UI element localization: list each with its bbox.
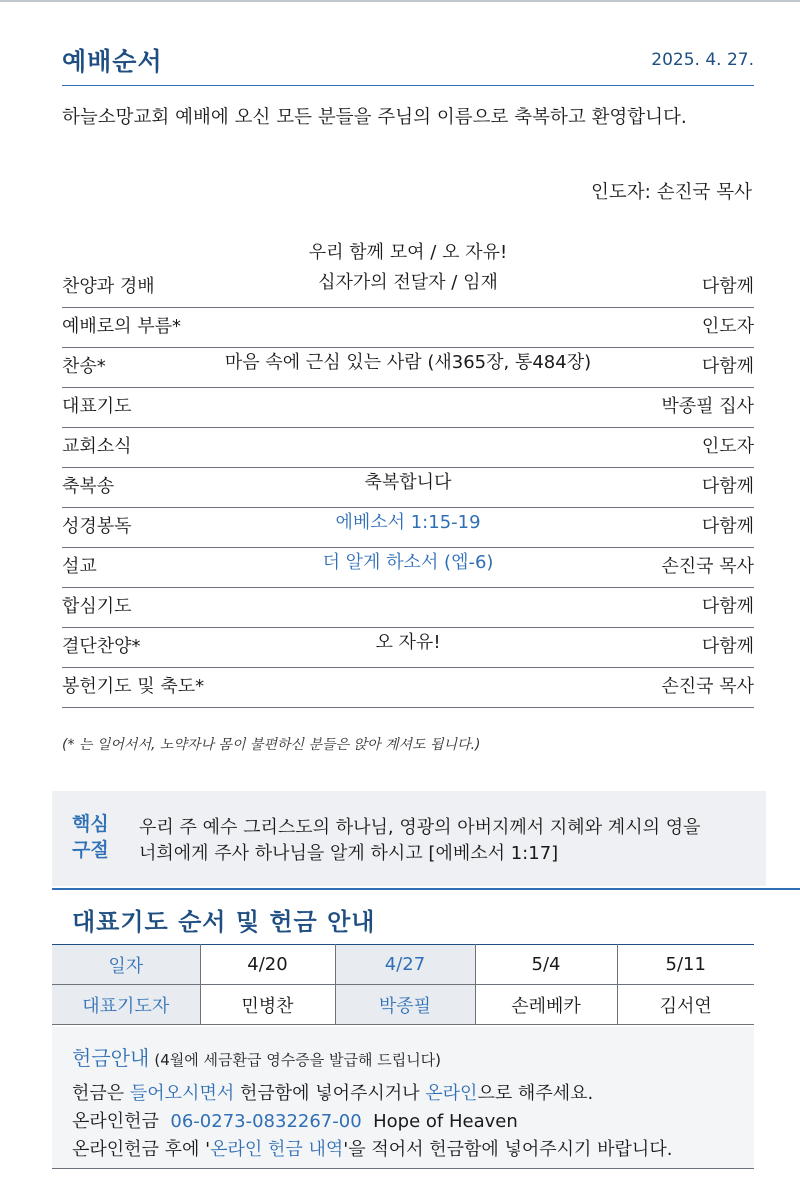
order-item-name: 교회소식 [62,436,132,457]
date-cell: 5/11 [617,945,754,985]
offering-heading [72,1042,441,1071]
offering-highlight: 들어오시면서 [129,1083,235,1104]
order-row [62,348,754,388]
order-item-content [62,468,754,498]
order-item-content-line: 더 알게 하소서 (엡-6) [322,552,494,573]
order-row [62,308,754,348]
offering-text: 온라인헌금 후에 ' [72,1139,211,1160]
offering-highlight: 온라인 헌금 내역 [210,1139,344,1160]
date-cell-current: 4/27 [335,945,475,985]
order-item-person: 박종필 집사 [661,396,754,417]
prayer-name-cell: 김서연 [617,985,754,1025]
service-date: 2025. 4. 27. [651,50,754,70]
standing-note: (* 는 일어서서, 노약자나 몸이 불편하신 분들은 앉아 계셔도 됩니다.) [62,737,481,753]
prayer-name-cell: 손레베카 [475,985,617,1025]
offering-line-2 [72,1107,518,1133]
welcome-text: 하늘소망교회 예배에 오신 모든 분들을 주님의 이름으로 축복하고 환영합니다. [62,107,687,128]
order-item-person: 다함께 [701,596,754,617]
order-item-person: 다함께 [701,276,754,297]
key-verse-label [72,811,109,863]
offering-text: 으로 해주세요. [477,1083,594,1104]
order-item-person: 손진국 목사 [661,556,754,577]
prayer-label-cell: 대표기도자 [52,985,200,1025]
worship-order-list [62,242,754,708]
offering-subtitle: (4월에 세금환급 영수증을 발급해 드립니다) [154,1051,442,1069]
key-verse-line2: 너희에게 주사 하나님을 알게 하시고 [에베소서 1:17] [139,843,559,864]
order-row [62,668,754,708]
schedule-name-row [52,985,754,1025]
order-item-name: 축복송 [62,476,115,497]
top-border [0,0,800,2]
order-item-name: 봉헌기도 및 축도* [62,676,205,697]
order-item-content-line: 십자가의 전달자 / 임재 [318,272,498,293]
order-item-name: 예배로의 부름* [62,316,182,337]
order-row [62,588,754,628]
offering-highlight: 온라인 [425,1083,478,1104]
order-row [62,508,754,548]
key-verse-line1: 우리 주 예수 그리스도의 하나님, 영광의 아버지께서 지혜와 계시의 영을 [139,817,701,838]
order-item-name: 결단찬양* [62,636,141,657]
offering-text: 온라인헌금 [72,1111,171,1132]
order-item-name: 합심기도 [62,596,132,617]
date-label-cell: 일자 [52,945,200,985]
key-verse-label-line2: 구절 [72,839,109,861]
order-item-content-line: 에베소서 1:15-19 [335,512,481,533]
offering-text: 헌금은 [72,1083,130,1104]
order-item-person: 다함께 [701,476,754,497]
order-item-content-line: 오 자유! [375,632,441,653]
order-row [62,628,754,668]
offering-info-box [52,1027,754,1169]
order-item-name: 찬양과 경배 [62,276,155,297]
order-item-person: 인도자 [701,436,754,457]
order-item-person: 인도자 [701,316,754,337]
offering-text: 헌금함에 넣어주시거나 [234,1083,426,1104]
schedule-date-row [52,945,754,985]
order-row [62,428,754,468]
order-item-person: 다함께 [701,636,754,657]
prayer-name-cell: 민병찬 [200,985,335,1025]
account-holder: Hope of Heaven [361,1111,518,1132]
order-item-name: 성경봉독 [62,516,132,537]
offering-line-3 [72,1135,672,1161]
order-row [62,548,754,588]
order-row [62,242,754,308]
order-item-content [62,238,754,298]
account-number: 06-0273-0832267-00 [170,1111,362,1132]
order-item-person: 다함께 [701,516,754,537]
offering-title: 헌금안내 [72,1046,150,1070]
date-cell: 5/4 [475,945,617,985]
order-item-content [62,628,754,658]
order-item-person: 다함께 [701,356,754,377]
header [62,40,754,86]
order-row [62,468,754,508]
key-verse-label-line1: 핵심 [72,813,109,835]
order-item-content-line: 우리 함께 모여 / 오 자유! [308,242,508,263]
date-cell: 4/20 [200,945,335,985]
order-item-person: 손진국 목사 [661,676,754,697]
order-row [62,388,754,428]
order-item-content-line: 마음 속에 근심 있는 사람 (새365장, 통484장) [224,352,592,373]
order-item-content-line: 축복합니다 [364,472,452,493]
leader-text: 인도자: 손진국 목사 [591,182,752,203]
offering-text: '을 적어서 헌금함에 넣어주시기 바랍니다. [343,1139,673,1160]
order-item-content [62,508,754,538]
order-item-content [62,548,754,578]
offering-line-1 [72,1079,593,1105]
key-verse-text [139,815,700,867]
section-divider [52,888,800,890]
order-item-name: 설교 [62,556,97,577]
key-verse-box [52,791,766,886]
order-item-content [62,348,754,378]
prayer-schedule-table [52,944,754,1025]
prayer-name-cell-current: 박종필 [335,985,475,1025]
order-item-name: 대표기도 [62,396,132,417]
section2-title: 대표기도 순서 및 헌금 안내 [72,908,376,936]
page-title: 예배순서 [62,47,163,76]
order-item-name: 찬송* [62,356,106,377]
